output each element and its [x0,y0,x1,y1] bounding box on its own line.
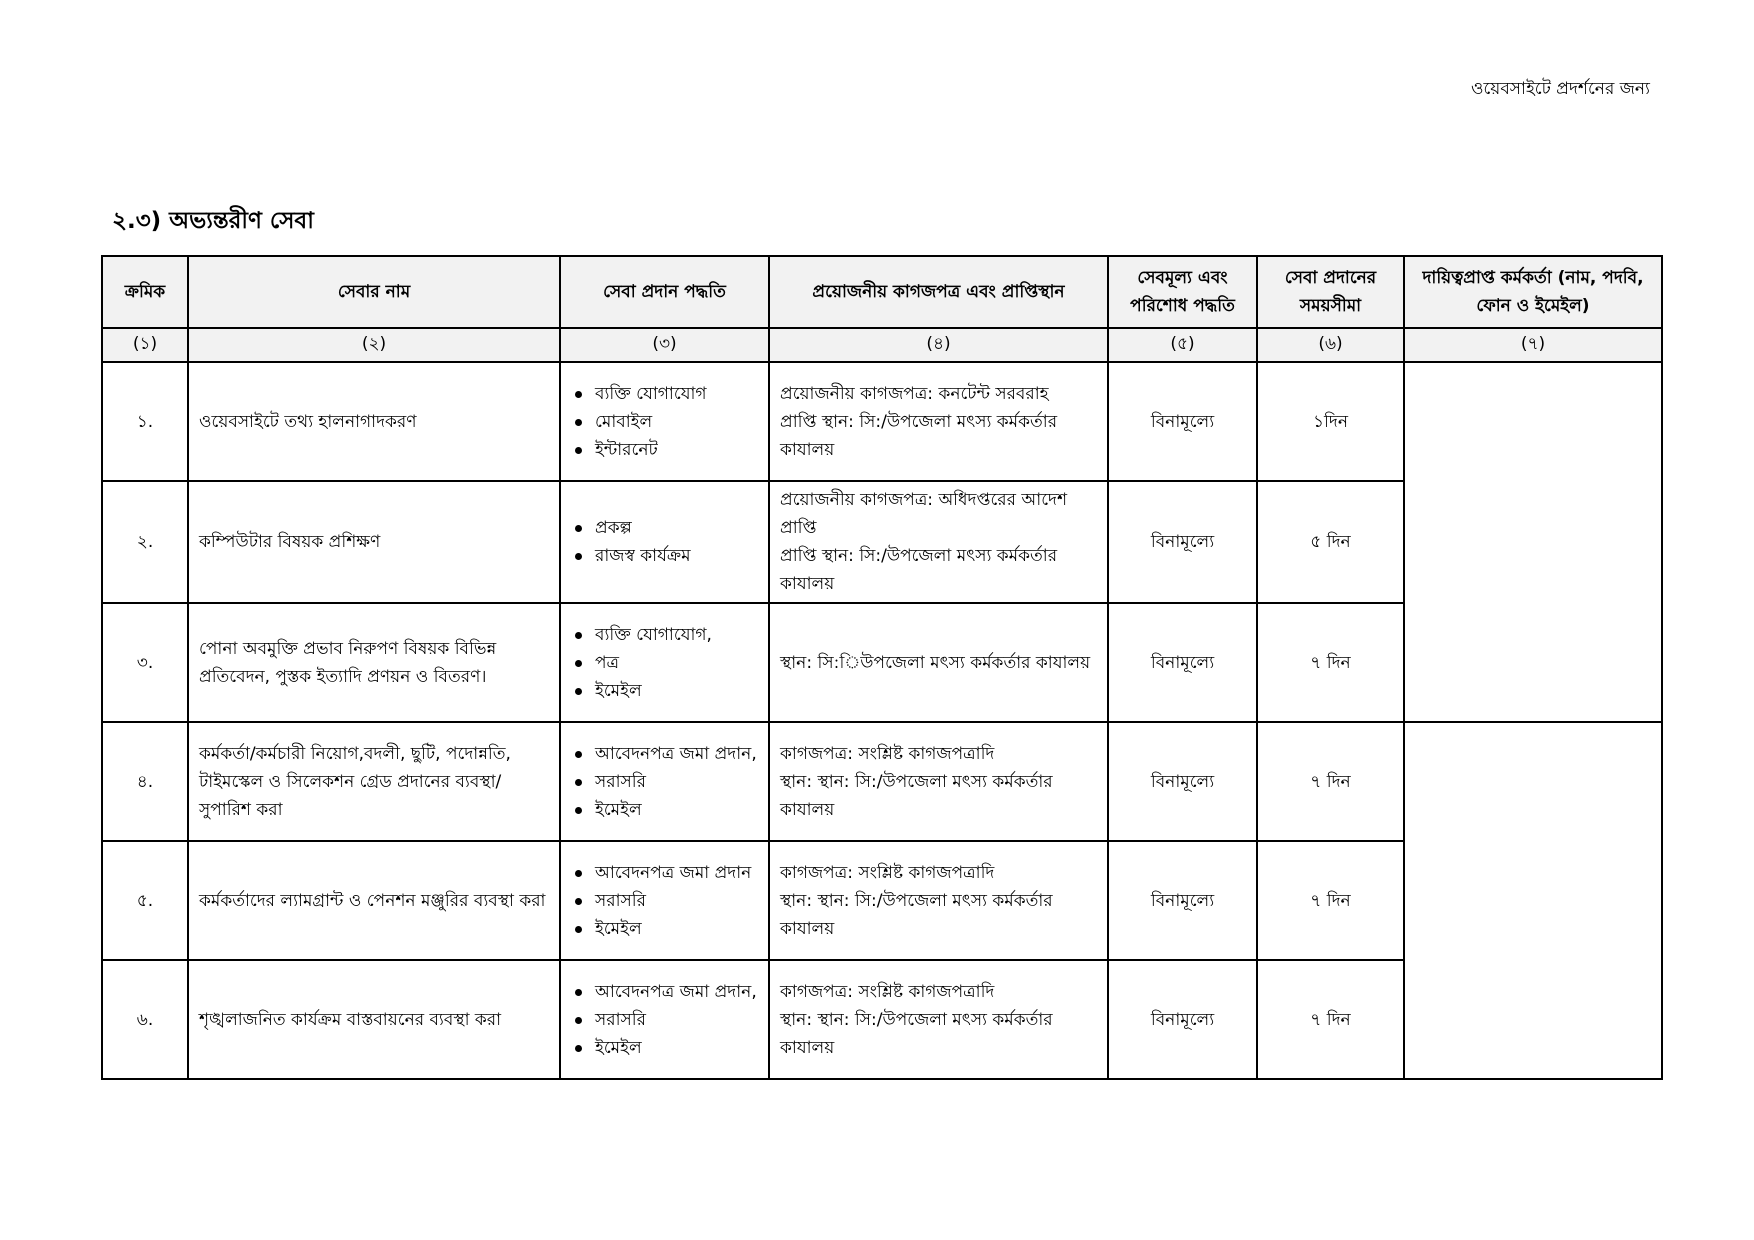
serial-cell: ২. [102,481,188,603]
documents-line: প্রয়োজনীয় কাগজপত্র: কনটেন্ট সরবরাহ [780,383,1049,404]
method-cell [560,722,769,841]
column-number: (৫) [1108,328,1257,362]
documents-line: কাগজপত্র: সংশ্লিষ্ট কাগজপত্রাদি [780,981,995,1002]
method-item: মোবাইল [571,408,758,436]
service-name-cell: ওয়েবসাইটে তথ্য হালনাগাদকরণ [188,362,560,481]
time-cell: ৫ দিন [1257,481,1404,603]
method-item: ইমেইল [571,1034,758,1062]
fee-cell: বিনামূল্যে [1108,960,1257,1079]
fee-cell: বিনামূল্যে [1108,362,1257,481]
documents-line: স্থান: স্থান: সি:/উপজেলা মৎস্য কর্মকর্তার কাযালয় [780,771,1053,820]
documents-cell [769,481,1108,603]
serial-cell: ৪. [102,722,188,841]
header-officer: দায়িত্বপ্রাপ্ত কর্মকর্তা (নাম, পদবি, ফোন ও ইমেইল) [1404,256,1662,328]
method-item: ইমেইল [571,796,758,824]
internal-services-table [101,255,1663,1080]
method-list [571,380,758,464]
header-row [102,256,1662,328]
officer-cell [1404,362,1662,722]
documents-cell [769,960,1108,1079]
time-cell: ৭ দিন [1257,603,1404,722]
serial-cell: ৩. [102,603,188,722]
fee-cell: বিনামূল্যে [1108,481,1257,603]
method-item: প্রকল্প [571,514,758,542]
section-title: ২.৩) অভ্যন্তরীণ সেবা [112,208,314,234]
officer-cell [1404,722,1662,1079]
method-item: সরাসরি [571,768,758,796]
column-number: (১) [102,328,188,362]
page-header-note: ওয়েবসাইটে প্রদর্শনের জন্য [1470,79,1650,99]
method-list [571,514,758,570]
header-service-name: সেবার নাম [188,256,560,328]
documents-line: প্রাপ্তি স্থান: সি:/উপজেলা মৎস্য কর্মকর্তার কাযালয় [780,411,1058,460]
serial-cell: ৬. [102,960,188,1079]
method-item: ইন্টারনেট [571,436,758,464]
method-item: ব্যক্তি যোগাযোগ [571,380,758,408]
method-item: রাজস্ব কার্যক্রম [571,542,758,570]
method-cell [560,362,769,481]
header-fee: সেবমূল্য এবং পরিশোধ পদ্ধতি [1108,256,1257,328]
service-name-cell: পোনা অবমুক্তি প্রভাব নিরুপণ বিষয়ক বিভিন্ন প্রতিবেদন, পুস্তক ইত্যাদি প্রণয়ন ও বিতরণ। [188,603,560,722]
documents-line: কাগজপত্র: সংশ্লিষ্ট কাগজপত্রাদি [780,862,995,883]
method-item: সরাসরি [571,887,758,915]
documents-line: স্থান: স্থান: সি:/উপজেলা মৎস্য কর্মকর্তার কাযালয় [780,890,1053,939]
method-item: আবেদনপত্র জমা প্রদান [571,859,758,887]
table-row [102,722,1662,841]
service-name-cell: কর্মকর্তাদের ল্যামগ্রান্ট ও পেনশন মঞ্জুরির ব্যবস্থা করা [188,841,560,960]
column-number: (৩) [560,328,769,362]
fee-cell: বিনামূল্যে [1108,722,1257,841]
documents-line: প্রাপ্তি স্থান: সি:/উপজেলা মৎস্য কর্মকর্তার কাযালয় [780,546,1058,594]
header-time: সেবা প্রদানের সময়সীমা [1257,256,1404,328]
column-number: (২) [188,328,560,362]
documents-line: কাগজপত্র: সংশ্লিষ্ট কাগজপত্রাদি [780,743,995,764]
table-row [102,362,1662,481]
method-cell [560,603,769,722]
documents-cell [769,841,1108,960]
serial-cell: ১. [102,362,188,481]
method-cell [560,841,769,960]
method-list [571,740,758,824]
column-number-row [102,328,1662,362]
method-item: ব্যক্তি যোগাযোগ, [571,621,758,649]
service-name-cell: কম্পিউটার বিষয়ক প্রশিক্ষণ [188,481,560,603]
method-cell [560,960,769,1079]
method-item: ইমেইল [571,677,758,705]
method-list [571,621,758,705]
fee-cell: বিনামূল্যে [1108,841,1257,960]
documents-line: স্থান: স্থান: সি:/উপজেলা মৎস্য কর্মকর্তার কাযালয় [780,1009,1053,1058]
documents-cell [769,722,1108,841]
column-number: (৬) [1257,328,1404,362]
method-item: পত্র [571,649,758,677]
documents-line: স্থান: সি:িউপজেলা মৎস্য কর্মকর্তার কাযালয় [780,652,1091,673]
method-item: আবেদনপত্র জমা প্রদান, [571,740,758,768]
method-item: আবেদনপত্র জমা প্রদান, [571,978,758,1006]
method-list [571,859,758,943]
time-cell: ৭ দিন [1257,722,1404,841]
column-number: (৭) [1404,328,1662,362]
fee-cell: বিনামূল্যে [1108,603,1257,722]
time-cell: ১দিন [1257,362,1404,481]
documents-line: প্রয়োজনীয় কাগজপত্র: অধিদপ্তরের আদেশ প্রাপ্তি [780,490,1068,538]
documents-cell [769,603,1108,722]
method-item: ইমেইল [571,915,758,943]
method-cell [560,481,769,603]
serial-cell: ৫. [102,841,188,960]
column-number: (৪) [769,328,1108,362]
service-name-cell: কর্মকর্তা/কর্মচারী নিয়োগ,বদলী, ছুটি, পদোন্নতি, টাইমস্কেল ও সিলেকশন গ্রেড প্রদানের ব্যবস্থা/সুপারিশ করা [188,722,560,841]
method-list [571,978,758,1062]
header-documents: প্রয়োজনীয় কাগজপত্র এবং প্রাপ্তিস্থান [769,256,1108,328]
time-cell: ৭ দিন [1257,960,1404,1079]
documents-cell [769,362,1108,481]
method-item: সরাসরি [571,1006,758,1034]
service-name-cell: শৃঙ্খলাজনিত কার্যক্রম বাস্তবায়নের ব্যবস্থা করা [188,960,560,1079]
time-cell: ৭ দিন [1257,841,1404,960]
header-serial: ক্রমিক [102,256,188,328]
header-method: সেবা প্রদান পদ্ধতি [560,256,769,328]
